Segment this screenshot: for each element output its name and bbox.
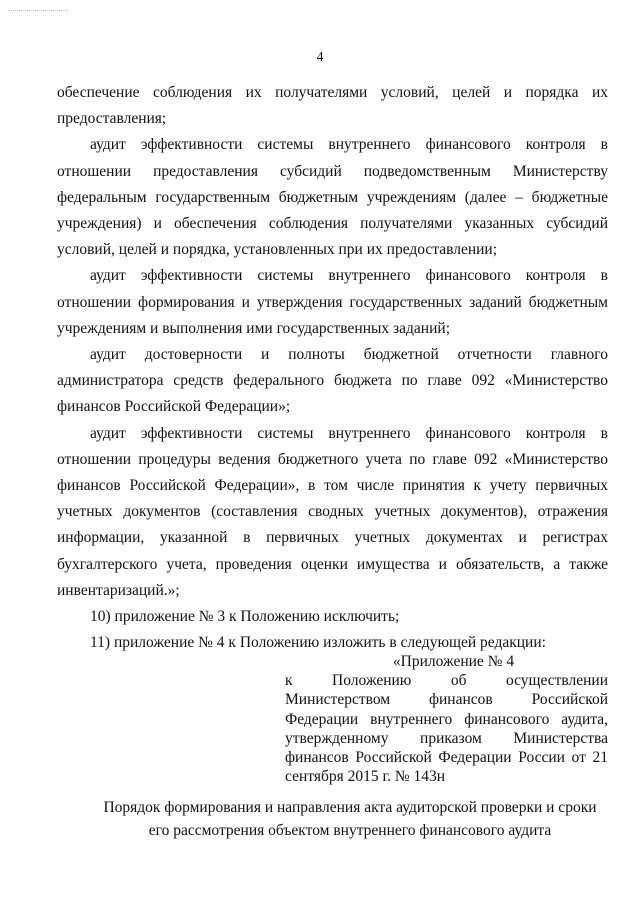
section-title-line-1: Порядок формирования и направления акта аудиторской проверки и сроки xyxy=(103,799,597,816)
section-title xyxy=(100,796,600,842)
paragraph-audit-reporting: аудит достоверности и полноты бюджетной отчетности главного администратора средств федерального бюджета по главе 092 «Министерство финансов Российской Федерации»; xyxy=(57,346,608,416)
document-body xyxy=(57,80,608,656)
paragraph-audit-accounting: аудит эффективности системы внутреннего финансового контроля в отношении процедуры ведения бюджетного учета по главе 092 «Министерство финансов Российской Федерации», в том числе принятия к учету первичных учетных документов (составления сводных учетных документов), отражения информации, указанной в первичных учетных документах и регистрах бухгалтерского учета, проведения оценки имущества и обязательств, а также инвентаризаций.»; xyxy=(57,424,608,599)
scan-artifact xyxy=(8,10,68,14)
paragraph-item-10: 10) приложение № 3 к Положению исключить; xyxy=(90,608,400,626)
paragraph-item-11: 11) приложение № 4 к Положению изложить в следующей редакции: xyxy=(90,634,546,652)
section-title-line-2: его рассмотрения объектом внутреннего финансового аудита xyxy=(148,822,552,839)
paragraph-audit-state-tasks: аудит эффективности системы внутреннего финансового контроля в отношении формирования и утверждения государственных заданий бюджетным учреждениям и выполнения ими государственных заданий; xyxy=(57,267,608,337)
appendix-block xyxy=(285,652,608,786)
page-number: 4 xyxy=(316,50,324,65)
appendix-heading: «Приложение № 4 xyxy=(392,653,515,670)
appendix-reference: к Положению об осуществлении Министерством финансов Российской Федерации внутреннего финансового аудита, утвержденному приказом Министерства финансов Российской Федерации России от 21 сентября 2015 г. № 143н xyxy=(285,672,608,786)
paragraph-continuation: обеспечение соблюдения их получателями условий, целей и порядка их предоставления; xyxy=(57,84,608,128)
paragraph-audit-subsidies: аудит эффективности системы внутреннего финансового контроля в отношении предоставления субсидий подведомственным Министерству федеральным государственным бюджетным учреждениям (далее – бюджетные учреждения) и обеспечения соблюдения получателями указанных субсидий условий, целей и порядка, установленных при их предоставлении; xyxy=(57,136,608,259)
